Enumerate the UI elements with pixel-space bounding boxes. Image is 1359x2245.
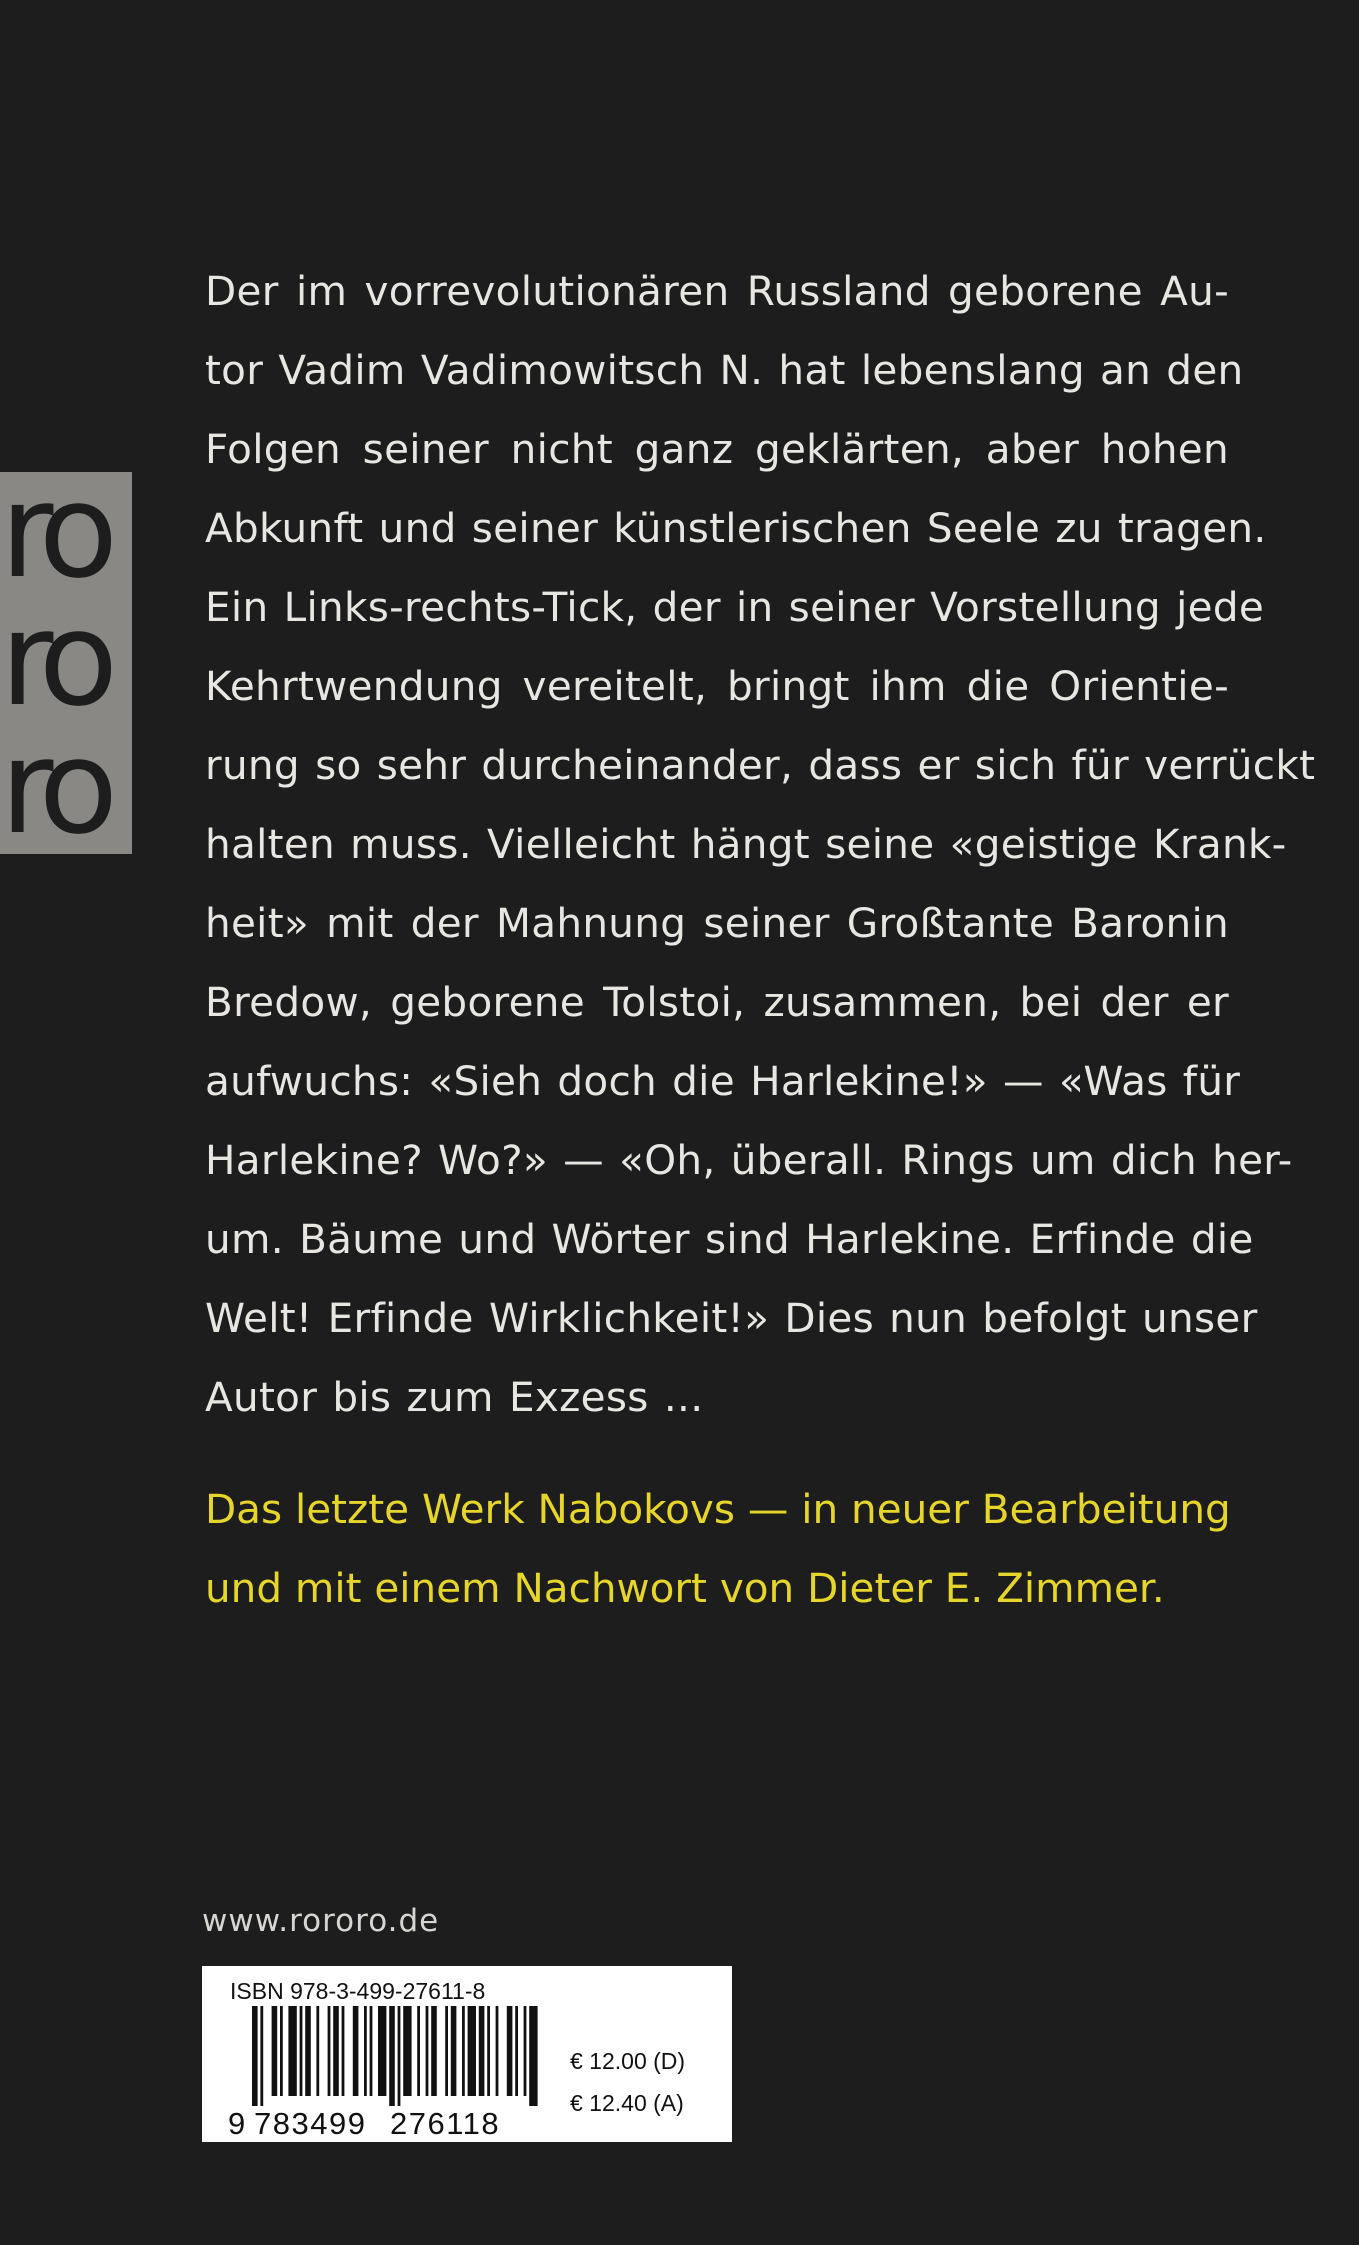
blurb-line: Kehrtwendung vereitelt, bringt ihm die Orientie- [205, 662, 1229, 710]
barcode-bar [398, 2006, 401, 2106]
barcode-bar [378, 2006, 386, 2096]
barcode-bar [507, 2006, 513, 2096]
barcode-bar [333, 2006, 339, 2096]
blurb-line: Abkunft und seiner künstlerischen Seele zu tragen. [205, 504, 1267, 552]
barcode-bar [451, 2006, 457, 2096]
blurb-line: um. Bäume und Wörter sind Harlekine. Erfinde die [205, 1215, 1254, 1263]
barcode-bar [288, 2006, 296, 2096]
isbn-number: ISBN 978-3-499-27611-8 [230, 1978, 486, 2004]
barcode-bar [316, 2006, 319, 2096]
blurb-text [205, 252, 1316, 1437]
barcode-bar [342, 2006, 345, 2096]
barcode-bar [272, 2006, 278, 2096]
blurb-line: Bredow, geborene Tolstoi, zusammen, bei der er [205, 978, 1229, 1026]
barcode-bar [496, 2006, 499, 2096]
barcode-digits-right: 276118 [390, 2106, 501, 2141]
logo-line-1: ro [0, 472, 107, 607]
barcode-bar [426, 2006, 429, 2096]
barcode-bar [353, 2006, 359, 2096]
blurb-line: rung so sehr durcheinander, dass er sich für verrückt [205, 741, 1316, 789]
publisher-website[interactable]: www.rororo.de [202, 1903, 440, 1939]
tagline-line: und mit einem Nachwort von Dieter E. Zimmer. [205, 1564, 1165, 1612]
barcode-bar [305, 2006, 311, 2096]
barcode-bar [445, 2006, 448, 2096]
barcode-bar [529, 2006, 537, 2106]
blurb-line: Autor bis zum Exzess ... [205, 1373, 704, 1421]
barcode-bar [479, 2006, 485, 2096]
price-austria: € 12.40 (A) [570, 2090, 684, 2116]
barcode-label [202, 1966, 732, 2142]
blurb-line: Harlekine? Wo?» — «Oh, überall. Rings um dich her- [205, 1136, 1293, 1184]
barcode-bar [364, 2006, 367, 2096]
barcode-bar [370, 2006, 373, 2096]
barcode-bar [300, 2006, 303, 2096]
barcode-bar [487, 2006, 490, 2096]
blurb-line: Welt! Erfinde Wirklichkeit!» Dies nun befolgt unser [205, 1294, 1258, 1342]
barcode-bar [515, 2006, 518, 2096]
tagline-line: Das letzte Werk Nabokovs — in neuer Bearbeitung [205, 1485, 1231, 1533]
barcode-bar [280, 2006, 283, 2096]
price-germany: € 12.00 (D) [570, 2048, 686, 2074]
logo-line-3: ro [0, 711, 107, 854]
tagline [205, 1470, 1229, 1628]
barcode-bar [328, 2006, 331, 2096]
barcode-digits-left: 783499 [254, 2106, 367, 2141]
blurb-line: halten muss. Vielleicht hängt seine «geistige Krank- [205, 820, 1287, 868]
blurb-line: Folgen seiner nicht ganz geklärten, aber hohen [205, 425, 1229, 473]
barcode-bar [417, 2006, 420, 2096]
barcode-bar [389, 2006, 395, 2106]
blurb-line: aufwuchs: «Sieh doch die Harlekine!» — «Was für [205, 1057, 1241, 1105]
barcode-bar [260, 2006, 263, 2106]
blurb-line: Der im vorrevolutionären Russland geborene Au- [205, 267, 1229, 315]
barcode-bar [403, 2006, 411, 2096]
barcode-digit-prefix: 9 [228, 2106, 246, 2141]
rororo-logo [0, 472, 132, 854]
barcode-bar [462, 2006, 465, 2096]
blurb-line: tor Vadim Vadimowitsch N. hat lebenslang an den [205, 346, 1244, 394]
logo-line-2: ro [0, 583, 107, 735]
blurb-line: Ein Links-rechts-Tick, der in seiner Vorstellung jede [205, 583, 1265, 631]
blurb-line: heit» mit der Mahnung seiner Großtante Baronin [205, 899, 1229, 947]
barcode-bar [431, 2006, 437, 2096]
barcode-bar [468, 2006, 476, 2096]
barcode-bar [252, 2006, 258, 2106]
barcode-bar [524, 2006, 527, 2096]
